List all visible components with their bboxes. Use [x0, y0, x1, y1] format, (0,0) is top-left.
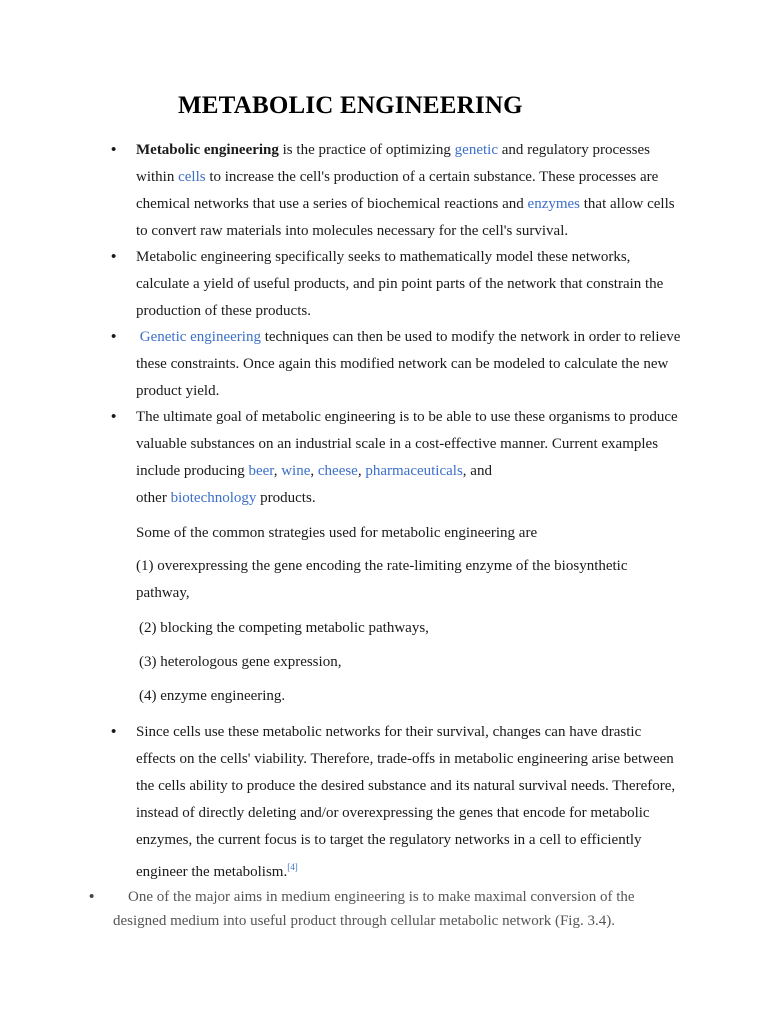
reference-link[interactable]: [4] [287, 862, 298, 872]
bullet-icon: • [89, 889, 95, 905]
text-span: that allow cells to convert raw materials into molecules necessary for the cell's survival. [136, 196, 675, 239]
text-span: , [357, 463, 366, 479]
text-span: , and [462, 463, 492, 479]
paragraph-genetic-engineering [136, 324, 681, 405]
link-biotechnology[interactable]: biotechnology [170, 490, 257, 506]
text-span: The ultimate goal of metabolic engineering is to be able to use these organisms to produce valuable substances on an industrial scale in a cost-effective manner. Current examples include producing [136, 409, 678, 479]
link-wine[interactable]: wine [281, 463, 311, 479]
strategy-item-2: (2) blocking the competing metabolic pathways, [139, 620, 429, 636]
bullet-icon: • [111, 724, 117, 740]
paragraph-modeling: Metabolic engineering specifically seeks to mathematically model these networks, calculate a yield of useful products, and pin point parts of the network that constrain the production of these products. [136, 249, 664, 319]
text-span: One of the major aims in medium engineering is to make maximal conversion of the designed medium into useful product through cellular metabolic network (Fig. 3.4). [113, 889, 635, 929]
link-beer[interactable]: beer [248, 463, 274, 479]
text-span: is the practice of optimizing [278, 142, 455, 158]
strategy-item-3: (3) heterologous gene expression, [139, 654, 342, 670]
paragraph-medium-engineering [113, 885, 653, 933]
text-span: products. [256, 490, 316, 506]
text-span: to increase the cell's production of a certain substance. These processes are chemical networks that use a series of biochemical reactions and [136, 169, 659, 212]
strategies-intro: Some of the common strategies used for metabolic engineering are [136, 525, 538, 541]
term-metabolic-engineering: Metabolic engineering [136, 142, 279, 158]
text-span: Since cells use these metabolic networks for their survival, changes can have drastic effects on the cells' viability. Therefore, trade-offs in metabolic engineering arise between the cells ability to produce the desired substance and its natural survival needs. Therefore, instead of directly deleting and/or overexpressing the genes that encode for metabolic enzymes, the current focus is to target the regulatory networks in a cell to efficiently engineer the metabolism. [136, 724, 676, 880]
text-span: , [273, 463, 282, 479]
bullet-icon: • [111, 142, 117, 158]
bullet-icon: • [111, 329, 117, 345]
text-span: and regulatory processes within [136, 142, 651, 185]
link-cheese[interactable]: cheese [317, 463, 358, 479]
text-span: , [310, 463, 318, 479]
link-enzymes[interactable]: enzymes [527, 196, 581, 212]
strategy-item-1: (1) overexpressing the gene encoding the rate-limiting enzyme of the biosynthetic pathway, [136, 558, 628, 601]
bullet-icon: • [111, 409, 117, 425]
page-title: METABOLIC ENGINEERING [178, 92, 523, 119]
text-span: techniques can then be used to modify the network in order to relieve these constraints. Once again this modified network can be modeled to calculate the new product yield. [136, 329, 681, 399]
link-cells[interactable]: cells [178, 169, 206, 185]
paragraph-ultimate-goal [136, 404, 681, 512]
text-span: other [136, 490, 171, 506]
paragraph-trade-offs [136, 719, 681, 886]
bullet-icon: • [111, 249, 117, 265]
link-genetic-engineering[interactable]: Genetic engineering [139, 329, 261, 345]
link-genetic[interactable]: genetic [454, 142, 498, 158]
strategy-item-4: (4) enzyme engineering. [139, 688, 286, 704]
link-pharmaceuticals[interactable]: pharmaceuticals [365, 463, 463, 479]
paragraph-metabolic-engineering-definition [136, 137, 681, 245]
